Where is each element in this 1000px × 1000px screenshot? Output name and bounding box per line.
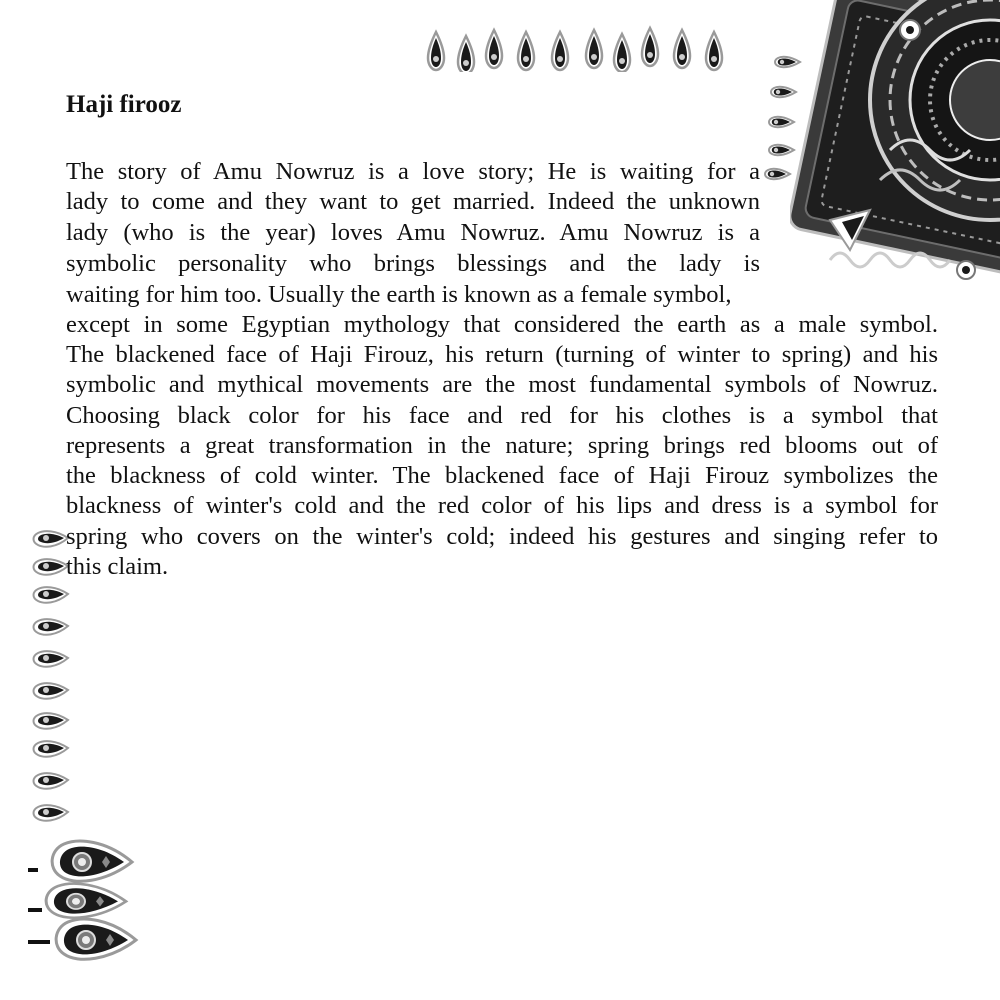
body-line: this claim. <box>66 553 169 580</box>
paisley-icon <box>642 28 658 66</box>
paisley-border-top <box>420 24 740 72</box>
body-line: lady (who is the year) loves Amu Nowruz. Amu Nowruz is a <box>66 219 760 246</box>
paisley-icon <box>586 30 602 68</box>
paisley-icon <box>518 32 534 70</box>
paisley-icon <box>428 32 444 70</box>
body-line: blackness of winter's cold and the red color of his lips and dress is a symbol for <box>66 492 938 519</box>
body-line: except in some Egyptian mythology that considered the earth as a male symbol. <box>66 311 938 338</box>
ornamental-tile <box>790 0 1000 320</box>
body-line: symbolic personality who brings blessings and the lady is <box>66 250 760 277</box>
body-line: the blackness of cold winter. The blackened face of Haji Firouz symbolizes the <box>66 462 938 489</box>
paisley-icon <box>674 30 690 68</box>
paisley-icon <box>34 741 69 757</box>
paisley-icon <box>765 169 790 179</box>
body-line: Choosing black color for his face and red for his clothes is a symbol that <box>66 402 938 429</box>
body-line: The blackened face of Haji Firouz, his return (turning of winter to spring) and his <box>66 341 938 368</box>
paisley-cluster <box>28 830 168 970</box>
paisley-icon <box>552 32 568 70</box>
paisley-icon <box>56 919 136 959</box>
paisley-icon <box>34 651 69 667</box>
paisley-icon <box>458 36 474 72</box>
body-line: symbolic and mythical movements are the most fundamental symbols of Nowruz. <box>66 371 938 398</box>
paisley-icon <box>34 713 69 729</box>
paisley-icon <box>34 805 69 821</box>
paisley-icon <box>34 531 69 547</box>
body-line: lady to come and they want to get married. Indeed the unknown <box>66 188 760 215</box>
page-title: Haji firooz <box>66 91 182 118</box>
body-line: waiting for him too. Usually the earth is known as a female symbol, <box>66 281 732 308</box>
paisley-icon <box>34 773 69 789</box>
paisley-icon <box>34 619 69 635</box>
paisley-icon <box>34 683 69 699</box>
paisley-icon <box>34 587 69 603</box>
paisley-icon <box>46 884 126 918</box>
paisley-icon <box>34 559 69 575</box>
paisley-icon <box>706 32 722 70</box>
body-line: spring who covers on the winter's cold; indeed his gestures and singing refer to <box>66 523 938 550</box>
body-line: represents a great transformation in the nature; spring brings red blooms out of <box>66 432 938 459</box>
body-line: The story of Amu Nowruz is a love story; He is waiting for a <box>66 158 760 185</box>
paisley-icon <box>614 34 630 72</box>
paisley-icon <box>486 30 502 68</box>
paisley-icon <box>52 841 132 881</box>
